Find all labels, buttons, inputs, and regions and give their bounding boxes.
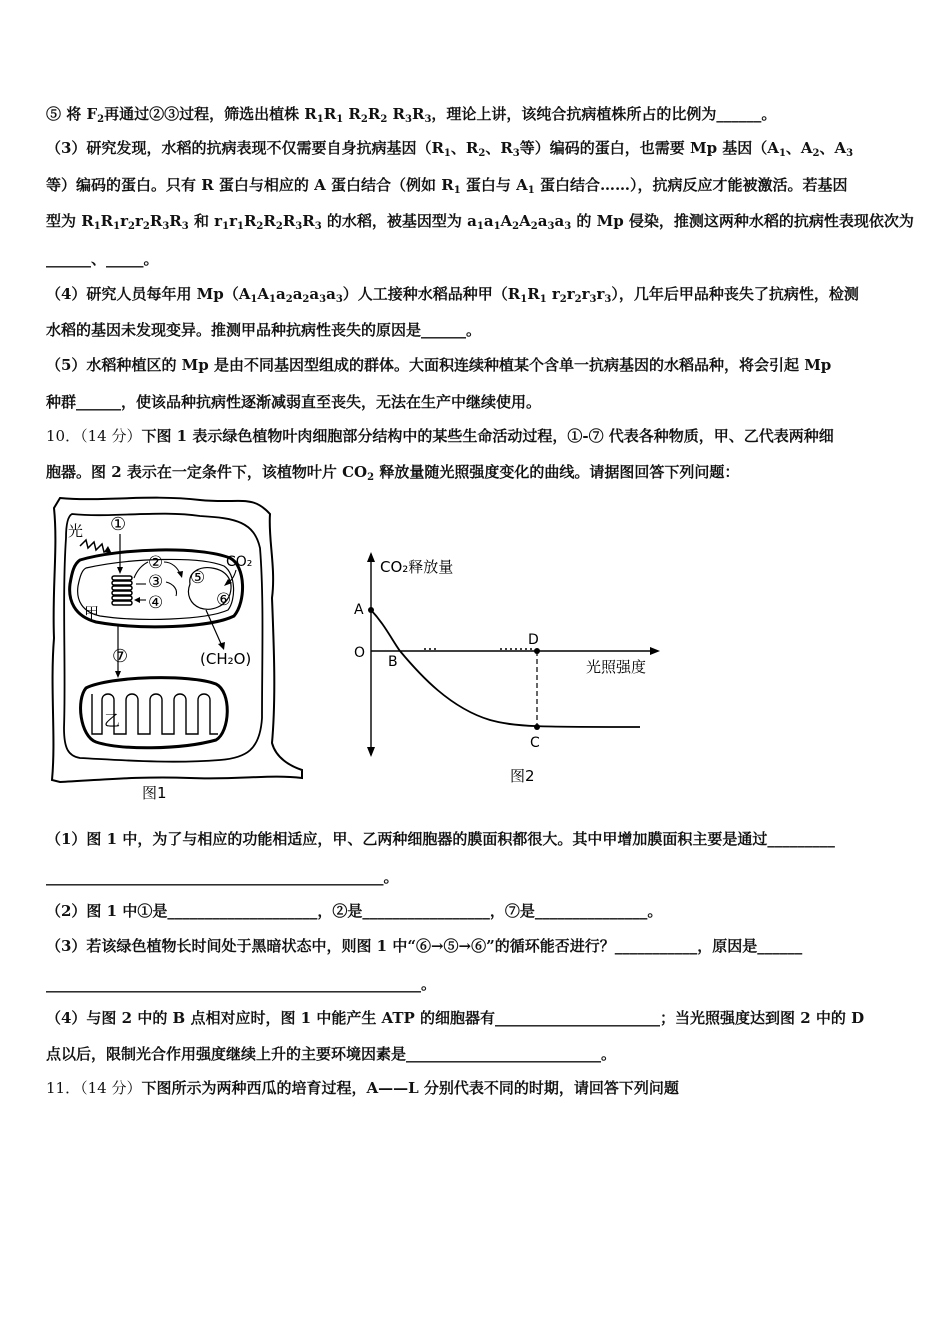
line-4: 型为 $R_1R_1r_2r_2R_3R_3$ 和 $r_1r_1R_2R_2R_3R_3$ 的水稻，被基因型为 $a_1a_1A_2A_2a_3a_3$ 的 Mp 侵染，推测这两种水稻的抗病性表现依次为 (46, 212, 914, 232)
label-2: ② (148, 553, 164, 573)
line-8: （5）水稻种植区的 Mp 是由不同基因型组成的群体。大面积连续种植某个含单一抗病基因的水稻品种，将会引起 Mp (46, 356, 832, 374)
line-2: （3）研究发现，水稻的抗病表现不仅需要自身抗病基因（$R_1$、$R_2$、$R_3$等）编码的蛋白，也需要 Mp 基因（$A_1$、$A_2$、$A_3$ (46, 139, 854, 159)
line-5: ______、_____。 (46, 250, 159, 268)
figure-2-co2-chart (340, 550, 670, 790)
q10-sub2: （2）图 1 中①是____________________，②是_________________，⑦是_______________。 (46, 902, 663, 920)
figure-1-caption: 图1 (142, 784, 167, 802)
line-9: 种群______，使该品种抗病性逐渐减弱直至丧失，无法在生产中继续使用。 (46, 393, 542, 411)
question-10-line-1: 10．（14 分）下图 1 表示绿色植物叶肉细胞部分结构中的某些生命活动过程，①-⑦ 代表各种物质，甲、乙代表两种细 (46, 427, 834, 445)
chloroplast-label: 甲 (84, 604, 100, 622)
grana-stack (112, 576, 132, 605)
line-7: 水稻的基因未发现变异。推测甲品种抗病性丧失的原因是______。 (46, 321, 482, 339)
point-label-C: C (530, 735, 540, 751)
q10-sub1-line-1: （1）图 1 中，为了与相应的功能相适应，甲、乙两种细胞器的膜面积都很大。其中甲增加膜面积主要是通过_________ (46, 830, 835, 848)
q10-sub1-line-2: _____________________________________________。 (46, 868, 399, 886)
point-label-D: D (528, 632, 539, 648)
label-5: ⑤ (190, 568, 206, 588)
mitochondrion-label: 乙 (104, 711, 121, 730)
y-axis-arrow-top (367, 552, 375, 562)
x-axis-arrow (650, 647, 660, 655)
label-1: ① (110, 514, 127, 535)
point-label-O: O (354, 645, 366, 661)
line-3: 等）编码的蛋白。只有 R 蛋白与相应的 A 蛋白结合（例如 $R_1$ 蛋白与 $A_1$ 蛋白结合……），抗病反应才能被激活。若基因 (46, 176, 848, 196)
ch2o-label: (CH₂O) (200, 650, 252, 668)
q10-sub4-line-2: 点以后，限制光合作用强度继续上升的主要环境因素是__________________________。 (46, 1045, 617, 1063)
label-6: ⑥ (216, 590, 232, 610)
question-10-line-2: 胞器。图 2 表示在一定条件下，该植物叶片 $CO_2$ 释放量随光照强度变化的曲线。请据图回答下列问题： (46, 463, 740, 483)
label-7: ⑦ (112, 646, 129, 667)
co2-label: CO₂ (226, 554, 253, 570)
y-axis-label: CO₂释放量 (380, 558, 454, 576)
figure-1-cell-diagram (40, 488, 310, 808)
y-axis-arrow-bottom (367, 747, 375, 757)
point-A (368, 607, 374, 613)
q10-sub3-line-1: （3）若该绿色植物长时间处于黑暗状态中，则图 1 中“⑥→⑤→⑥”的循环能否进行？___________，原因是______ (46, 937, 803, 955)
label-4: ④ (148, 593, 164, 613)
light-label: 光 (68, 522, 84, 540)
figure-2-caption: 图2 (510, 767, 535, 785)
point-label-B: B (388, 654, 398, 670)
q10-sub3-line-2: __________________________________________________。 (46, 975, 437, 993)
label-3: ③ (148, 572, 164, 592)
line-1: ⑤ 将 $F_2$再通过②③过程，筛选出植株 $R_1R_1$ $R_2R_2$ $R_3R_3$，理论上讲，该纯合抗病植株所占的比例为______。 (46, 105, 777, 125)
x-axis-label: 光照强度 (586, 658, 647, 676)
q10-sub4-line-1: （4）与图 2 中的 B 点相对应时，图 1 中能产生 ATP 的细胞器有______________________；当光照强度达到图 2 中的 D (46, 1009, 865, 1027)
question-11: 11．（14 分）下图所示为两种西瓜的培育过程，A——L 分别代表不同的时期，请回答下列问题 (46, 1079, 679, 1097)
point-label-A: A (354, 602, 364, 618)
line-6: （4）研究人员每年用 $Mp(A_1A_1a_2a_2a_3a_3)$人工接种水稻品种甲（$R_1R_1$ $r_2r_2r_3r_3$），几年后甲品种丧失了抗病性，检测 (46, 285, 859, 305)
